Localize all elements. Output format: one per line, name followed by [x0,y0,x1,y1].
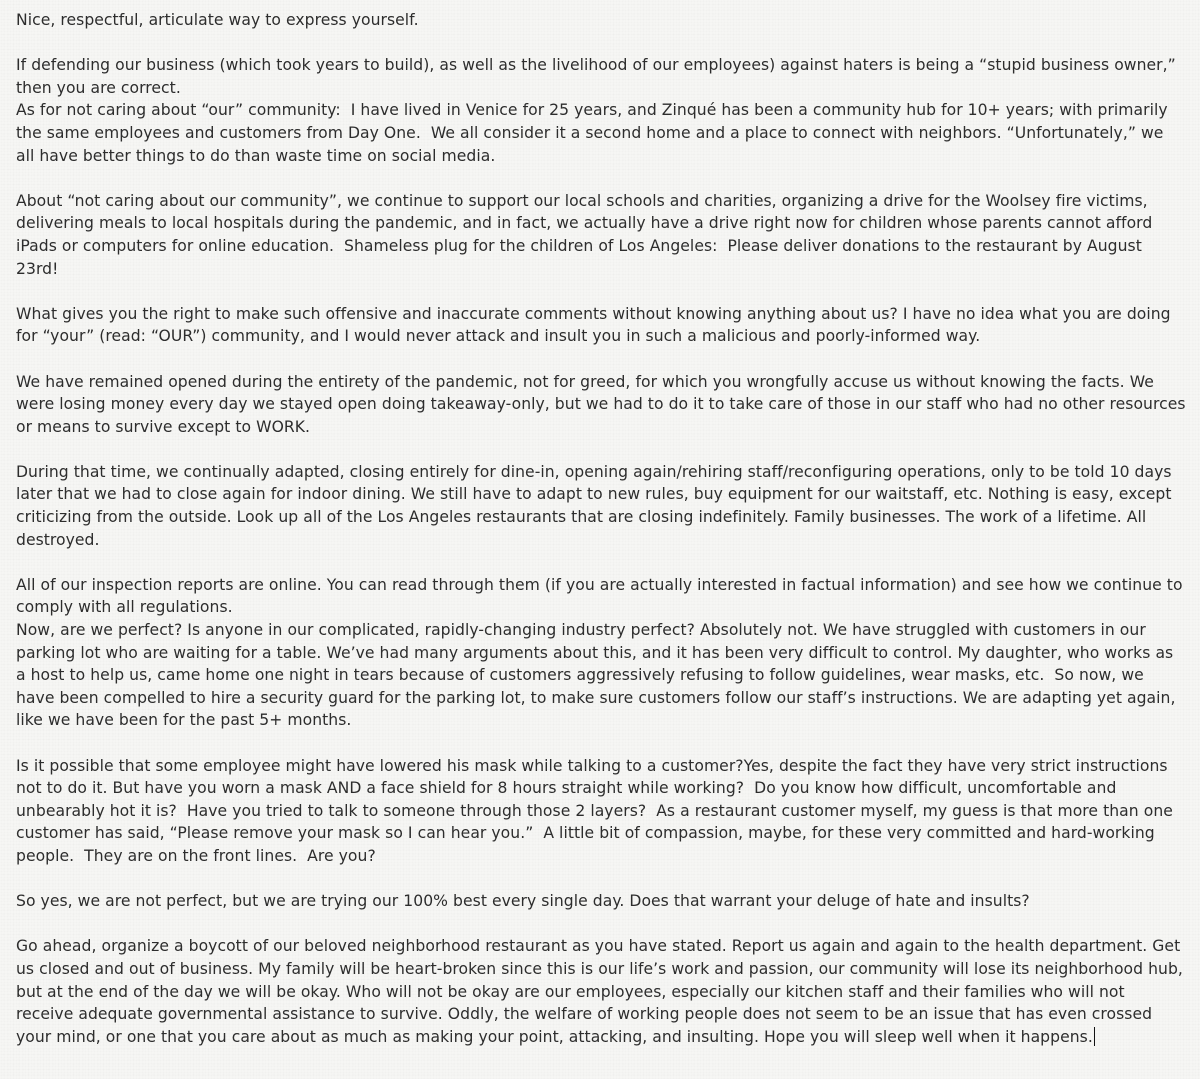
paragraph-12-text: Go ahead, organize a boycott of our beloved neighborhood restaurant as you have stated. Report us again and again to the health department. Get us closed and out of business. My family will be heart-broken since this is our life’s work and passion, our community will lose its neighborhood hub, but at the end of the day we will be okay. Who will not be okay are our employees, especially our kitchen staff and their families who will not receive adequate governmental assistance to survive. Oddly, the welfare of working people does not seem to be an issue that has even crossed your mind, or one that you care about as much as making your point, attacking, and insulting. Hope you will sleep well when it happens. [16,937,1188,1046]
blank-line [16,551,1186,574]
paragraph-12 [16,935,1186,1048]
blank-line [16,167,1186,190]
document-body[interactable] [16,9,1191,1048]
paragraph-1: Nice, respectful, articulate way to express yourself. [16,11,419,29]
paragraph-11: So yes, we are not perfect, but we are trying our 100% best every single day. Does that warrant your deluge of hate and insults? [16,892,1030,911]
paragraph-6: We have remained opened during the entirety of the pandemic, not for greed, for which you wrongfully accuse us without knowing the facts. We were losing money every day we stayed open doing takeaway-only, but we had to do it to take care of those in our staff who had no other resources or means to survive except to WORK. [16,372,1191,436]
blank-line [16,913,1186,936]
blank-line [16,280,1186,303]
blank-line [16,32,1186,55]
paragraph-5: What gives you the right to make such offensive and inaccurate comments without knowing anything about us? I have no idea what you are doing for “your” (read: “OUR”) community, and I would never attack and insult you in such a malicious and poorly-informed way. [16,304,1176,346]
blank-line [16,348,1186,371]
paragraph-8: All of our inspection reports are online. You can read through them (if you are actually interested in factual information) and see how we continue to comply with all regulations. [16,575,1188,617]
blank-line [16,732,1186,755]
blank-line [16,868,1186,891]
paragraph-7: During that time, we continually adapted, closing entirely for dine-in, opening again/rehiring staff/reconfiguring operations, only to be told 10 days later that we had to close again for indoor dining. We still have to adapt to new rules, buy equipment for our waitstaff, etc. Nothing is easy, except criticizing from the outside. Look up all of the Los Angeles restaurants that are closing indefinitely. Family businesses. The work of a lifetime. All destroyed. [16,462,1177,549]
text-cursor [1094,1027,1095,1046]
paragraph-3: As for not caring about “our” community: I have lived in Venice for 25 years, and Zinqué has been a community hub for 10+ years; with primarily the same employees and customers from Day One. We all consider it a second home and a place to connect with neighbors. “Unfortunately,” we all have better things to do than waste time on social media. [16,101,1173,165]
paragraph-10: Is it possible that some employee might have lowered his mask while talking to a customer?Yes, despite the fact they have very strict instructions not to do it. But have you worn a mask AND a face shield for 8 hours straight while working? Do you know how difficult, uncomfortable and unbearably hot it is? Have you tried to talk to someone through those 2 layers? As a restaurant customer myself, my guess is that more than one customer has said, “Please remove your mask so I can hear you.” A little bit of compassion, maybe, for these very committed and hard-working people. They are on the front lines. Are you? [16,756,1178,865]
paragraph-2: If defending our business (which took years to build), as well as the livelihood of our employees) against haters is being a “stupid business owner,” then you are correct. [16,56,1181,97]
paragraph-4: About “not caring about our community”, we continue to support our local schools and charities, organizing a drive for the Woolsey fire victims, delivering meals to local hospitals during the pandemic, and in fact, we actually have a drive right now for children whose parents cannot afford iPads or computers for online education. Shameless plug for the children of Los Angeles: Please deliver donations to the restaurant by August 23rd! [16,191,1158,278]
paragraph-9: Now, are we perfect? Is anyone in our complicated, rapidly-changing industry perfect? Absolutely not. We have struggled with customers in our parking lot who are waiting for a table. We’ve had many arguments about this, and it has been very difficult to control. My daughter, who works as a host to help us, came home one night in tears because of customers aggressively refusing to follow guidelines, wear masks, etc. So now, we have been compelled to hire a security guard for the parking lot, to make sure customers follow our staff’s instructions. We are adapting yet again, like we have been for the past 5+ months. [16,621,1181,730]
blank-line [16,438,1186,461]
